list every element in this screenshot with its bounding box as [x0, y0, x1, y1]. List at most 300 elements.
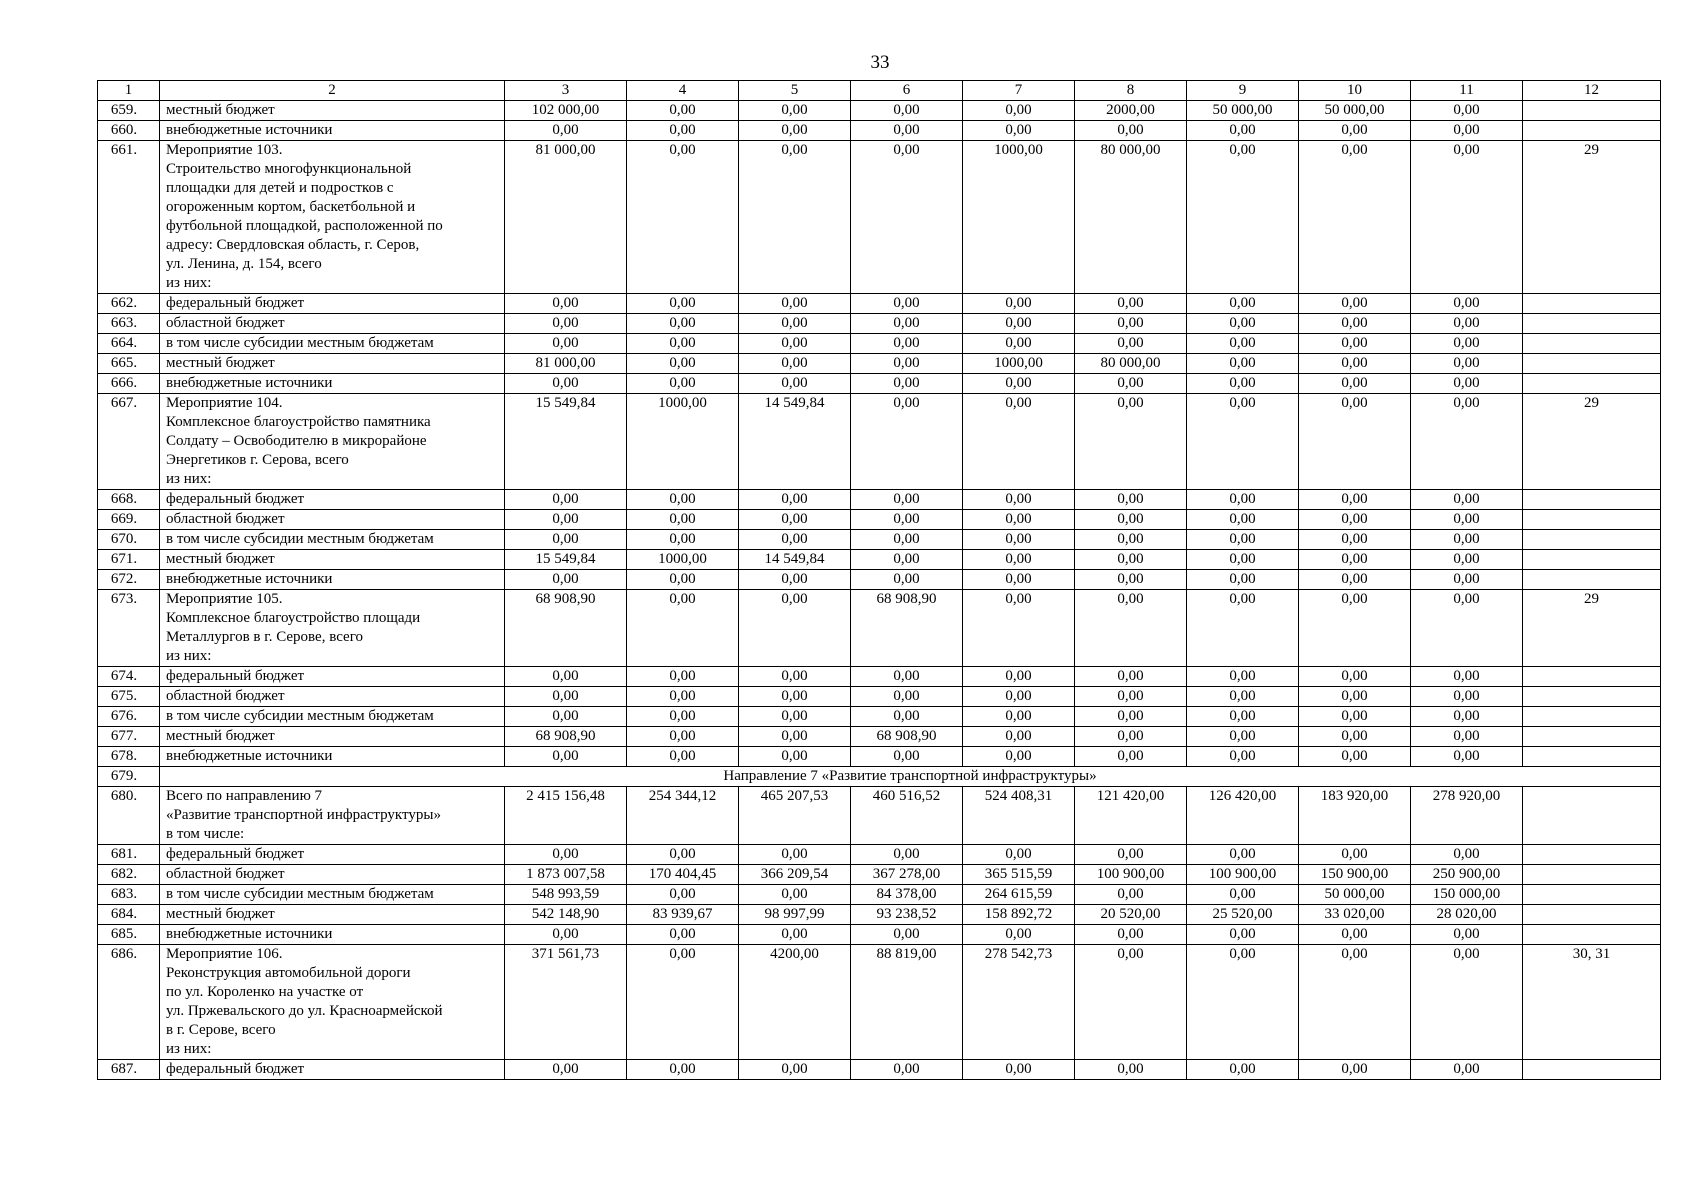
- amount-cell: 170 404,45: [627, 865, 739, 885]
- amount-cell: 0,00: [1411, 727, 1523, 747]
- amount-cell: 0,00: [1299, 314, 1411, 334]
- amount-cell: 0,00: [739, 314, 851, 334]
- amount-cell: 0,00: [505, 294, 627, 314]
- amount-cell: 0,00: [963, 394, 1075, 490]
- amount-cell: 0,00: [851, 667, 963, 687]
- amount-cell: 0,00: [627, 747, 739, 767]
- amount-cell: 0,00: [627, 925, 739, 945]
- amount-cell: 0,00: [1299, 570, 1411, 590]
- amount-cell: 1000,00: [627, 394, 739, 490]
- amount-cell: 83 939,67: [627, 905, 739, 925]
- amount-cell: 0,00: [1411, 550, 1523, 570]
- row-number: 662.: [98, 294, 160, 314]
- reference-cell: [1523, 490, 1661, 510]
- amount-cell: 0,00: [627, 687, 739, 707]
- amount-cell: 0,00: [505, 707, 627, 727]
- table-row: [98, 925, 1661, 945]
- row-name-line: Строительство многофункциональной: [166, 161, 412, 177]
- row-name: [160, 141, 505, 294]
- row-name-line: Реконструкция автомобильной дороги: [166, 965, 411, 981]
- amount-cell: 93 238,52: [851, 905, 963, 925]
- amount-cell: 0,00: [1411, 687, 1523, 707]
- amount-cell: 0,00: [1299, 945, 1411, 1060]
- table-row: [98, 141, 1661, 294]
- amount-cell: 0,00: [1075, 394, 1187, 490]
- amount-cell: 0,00: [1411, 374, 1523, 394]
- amount-cell: 0,00: [963, 314, 1075, 334]
- row-name: [160, 570, 505, 590]
- amount-cell: 0,00: [1299, 490, 1411, 510]
- row-name: [160, 945, 505, 1060]
- amount-cell: 0,00: [963, 490, 1075, 510]
- amount-cell: 81 000,00: [505, 354, 627, 374]
- reference-cell: [1523, 374, 1661, 394]
- amount-cell: 0,00: [627, 1060, 739, 1080]
- amount-cell: 0,00: [851, 747, 963, 767]
- row-name-line: из них:: [166, 275, 212, 291]
- row-number: 665.: [98, 354, 160, 374]
- amount-cell: 0,00: [1075, 530, 1187, 550]
- amount-cell: 0,00: [851, 530, 963, 550]
- row-number: 679.: [98, 767, 160, 787]
- amount-cell: 0,00: [1299, 590, 1411, 667]
- amount-cell: 0,00: [1299, 510, 1411, 530]
- amount-cell: 0,00: [739, 727, 851, 747]
- row-number: 684.: [98, 905, 160, 925]
- amount-cell: 0,00: [1075, 294, 1187, 314]
- column-number: 6: [851, 81, 963, 101]
- row-name-line: федеральный бюджет: [166, 491, 305, 507]
- amount-cell: 33 020,00: [1299, 905, 1411, 925]
- amount-cell: 102 000,00: [505, 101, 627, 121]
- amount-cell: 0,00: [1187, 121, 1299, 141]
- row-name-line: в том числе:: [166, 826, 245, 842]
- amount-cell: 0,00: [963, 550, 1075, 570]
- row-number: 661.: [98, 141, 160, 294]
- reference-cell: [1523, 1060, 1661, 1080]
- amount-cell: 0,00: [739, 590, 851, 667]
- amount-cell: 0,00: [1299, 925, 1411, 945]
- reference-cell: [1523, 101, 1661, 121]
- row-number: 673.: [98, 590, 160, 667]
- amount-cell: 0,00: [851, 394, 963, 490]
- amount-cell: 88 819,00: [851, 945, 963, 1060]
- reference-cell: [1523, 787, 1661, 845]
- table-row: [98, 314, 1661, 334]
- amount-cell: 0,00: [505, 121, 627, 141]
- reference-cell: [1523, 510, 1661, 530]
- amount-cell: 0,00: [1187, 394, 1299, 490]
- amount-cell: 0,00: [627, 510, 739, 530]
- row-name-line: федеральный бюджет: [166, 846, 305, 862]
- reference-cell: [1523, 121, 1661, 141]
- row-name-line: местный бюджет: [166, 355, 275, 371]
- row-number: 683.: [98, 885, 160, 905]
- table-row: [98, 570, 1661, 590]
- table-row: [98, 885, 1661, 905]
- amount-cell: 0,00: [963, 667, 1075, 687]
- row-name-line: областной бюджет: [166, 688, 285, 704]
- reference-cell: [1523, 354, 1661, 374]
- amount-cell: 126 420,00: [1187, 787, 1299, 845]
- row-name: [160, 1060, 505, 1080]
- amount-cell: 366 209,54: [739, 865, 851, 885]
- row-name: [160, 314, 505, 334]
- table-row: [98, 727, 1661, 747]
- amount-cell: 0,00: [851, 374, 963, 394]
- amount-cell: 0,00: [739, 294, 851, 314]
- row-name-line: по ул. Короленко на участке от: [166, 984, 364, 1000]
- amount-cell: 0,00: [1299, 747, 1411, 767]
- amount-cell: 0,00: [1187, 1060, 1299, 1080]
- amount-cell: 0,00: [739, 707, 851, 727]
- amount-cell: 1000,00: [963, 354, 1075, 374]
- amount-cell: 0,00: [1075, 747, 1187, 767]
- amount-cell: 0,00: [1299, 530, 1411, 550]
- row-name-line: в том числе субсидии местным бюджетам: [166, 886, 434, 902]
- row-name-line: Мероприятие 106.: [166, 946, 283, 962]
- row-name-line: из них:: [166, 471, 212, 487]
- reference-cell: [1523, 550, 1661, 570]
- amount-cell: 0,00: [1075, 885, 1187, 905]
- row-name-line: в г. Серове, всего: [166, 1022, 276, 1038]
- amount-cell: 81 000,00: [505, 141, 627, 294]
- amount-cell: 0,00: [1299, 354, 1411, 374]
- amount-cell: 0,00: [1299, 374, 1411, 394]
- amount-cell: 0,00: [1075, 490, 1187, 510]
- amount-cell: 0,00: [1187, 354, 1299, 374]
- amount-cell: 0,00: [1075, 590, 1187, 667]
- amount-cell: 0,00: [1075, 121, 1187, 141]
- amount-cell: 98 997,99: [739, 905, 851, 925]
- row-number: 671.: [98, 550, 160, 570]
- amount-cell: 80 000,00: [1075, 354, 1187, 374]
- amount-cell: 0,00: [627, 334, 739, 354]
- amount-cell: 0,00: [851, 121, 963, 141]
- row-name: [160, 121, 505, 141]
- amount-cell: 0,00: [1411, 747, 1523, 767]
- amount-cell: 0,00: [1299, 334, 1411, 354]
- amount-cell: 150 900,00: [1299, 865, 1411, 885]
- amount-cell: 0,00: [1411, 354, 1523, 374]
- amount-cell: 0,00: [1411, 925, 1523, 945]
- row-name: [160, 294, 505, 314]
- amount-cell: 50 000,00: [1299, 101, 1411, 121]
- row-name-line: местный бюджет: [166, 906, 275, 922]
- row-number: 664.: [98, 334, 160, 354]
- amount-cell: 0,00: [851, 845, 963, 865]
- amount-cell: 28 020,00: [1411, 905, 1523, 925]
- amount-cell: 0,00: [851, 510, 963, 530]
- section-row: [98, 767, 1661, 787]
- amount-cell: 0,00: [963, 845, 1075, 865]
- column-number: 9: [1187, 81, 1299, 101]
- amount-cell: 0,00: [1075, 334, 1187, 354]
- amount-cell: 0,00: [1187, 667, 1299, 687]
- row-name-line: Солдату – Освободителю в микрорайоне: [166, 433, 427, 449]
- reference-cell: 29: [1523, 394, 1661, 490]
- row-name-line: в том числе субсидии местным бюджетам: [166, 708, 434, 724]
- column-number: 10: [1299, 81, 1411, 101]
- row-number: 682.: [98, 865, 160, 885]
- amount-cell: 278 542,73: [963, 945, 1075, 1060]
- amount-cell: 68 908,90: [505, 727, 627, 747]
- amount-cell: 0,00: [963, 727, 1075, 747]
- amount-cell: 0,00: [1411, 121, 1523, 141]
- reference-cell: [1523, 294, 1661, 314]
- table-row: [98, 787, 1661, 845]
- section-title: Направление 7 «Развитие транспортной инфраструктуры»: [160, 767, 1661, 787]
- row-number: 675.: [98, 687, 160, 707]
- amount-cell: 0,00: [1187, 141, 1299, 294]
- amount-cell: 68 908,90: [505, 590, 627, 667]
- amount-cell: 0,00: [1187, 570, 1299, 590]
- row-name: [160, 530, 505, 550]
- table-row: [98, 1060, 1661, 1080]
- row-name-line: областной бюджет: [166, 866, 285, 882]
- row-name: [160, 667, 505, 687]
- row-number: 667.: [98, 394, 160, 490]
- amount-cell: 524 408,31: [963, 787, 1075, 845]
- amount-cell: 0,00: [739, 530, 851, 550]
- row-name-line: Мероприятие 104.: [166, 395, 283, 411]
- table-row: [98, 865, 1661, 885]
- amount-cell: 0,00: [1075, 550, 1187, 570]
- amount-cell: 0,00: [1075, 570, 1187, 590]
- row-name-line: ул. Ленина, д. 154, всего: [166, 256, 322, 272]
- amount-cell: 0,00: [1187, 334, 1299, 354]
- amount-cell: 0,00: [1187, 590, 1299, 667]
- row-number: 680.: [98, 787, 160, 845]
- amount-cell: 0,00: [963, 570, 1075, 590]
- amount-cell: 0,00: [505, 1060, 627, 1080]
- amount-cell: 0,00: [505, 490, 627, 510]
- row-name-line: внебюджетные источники: [166, 748, 333, 764]
- amount-cell: 0,00: [1411, 510, 1523, 530]
- amount-cell: 0,00: [1187, 550, 1299, 570]
- amount-cell: 0,00: [739, 101, 851, 121]
- amount-cell: 0,00: [851, 314, 963, 334]
- column-number: 12: [1523, 81, 1661, 101]
- amount-cell: 0,00: [1075, 845, 1187, 865]
- row-number: 674.: [98, 667, 160, 687]
- amount-cell: 0,00: [1411, 294, 1523, 314]
- reference-cell: [1523, 865, 1661, 885]
- amount-cell: 0,00: [963, 374, 1075, 394]
- reference-cell: [1523, 570, 1661, 590]
- amount-cell: 150 000,00: [1411, 885, 1523, 905]
- row-name-line: из них:: [166, 648, 212, 664]
- table-row: [98, 687, 1661, 707]
- amount-cell: 84 378,00: [851, 885, 963, 905]
- amount-cell: 0,00: [739, 334, 851, 354]
- amount-cell: 0,00: [1187, 530, 1299, 550]
- amount-cell: 542 148,90: [505, 905, 627, 925]
- amount-cell: 0,00: [627, 530, 739, 550]
- row-name-line: огороженным кортом, баскетбольной и: [166, 199, 416, 215]
- row-name: [160, 374, 505, 394]
- row-number: 686.: [98, 945, 160, 1060]
- amount-cell: 0,00: [1187, 510, 1299, 530]
- row-name-line: «Развитие транспортной инфраструктуры»: [166, 807, 441, 823]
- amount-cell: 0,00: [1187, 885, 1299, 905]
- amount-cell: 14 549,84: [739, 394, 851, 490]
- amount-cell: 0,00: [1187, 925, 1299, 945]
- amount-cell: 0,00: [963, 530, 1075, 550]
- amount-cell: 0,00: [1299, 141, 1411, 294]
- amount-cell: 0,00: [739, 667, 851, 687]
- row-name-line: внебюджетные источники: [166, 571, 333, 587]
- table-row: [98, 667, 1661, 687]
- reference-cell: [1523, 885, 1661, 905]
- amount-cell: 0,00: [851, 707, 963, 727]
- amount-cell: 0,00: [1411, 101, 1523, 121]
- row-name: [160, 787, 505, 845]
- amount-cell: 0,00: [851, 141, 963, 294]
- amount-cell: 0,00: [1411, 334, 1523, 354]
- amount-cell: 20 520,00: [1075, 905, 1187, 925]
- amount-cell: 25 520,00: [1187, 905, 1299, 925]
- amount-cell: 2 415 156,48: [505, 787, 627, 845]
- amount-cell: 0,00: [1299, 394, 1411, 490]
- row-name-line: областной бюджет: [166, 511, 285, 527]
- amount-cell: 0,00: [963, 294, 1075, 314]
- amount-cell: 0,00: [1075, 945, 1187, 1060]
- amount-cell: 0,00: [1299, 845, 1411, 865]
- amount-cell: 0,00: [627, 314, 739, 334]
- row-name-line: местный бюджет: [166, 728, 275, 744]
- row-name: [160, 707, 505, 727]
- table-row: [98, 374, 1661, 394]
- amount-cell: 0,00: [1299, 121, 1411, 141]
- row-name-line: Энергетиков г. Серова, всего: [166, 452, 349, 468]
- amount-cell: 365 515,59: [963, 865, 1075, 885]
- row-name: [160, 334, 505, 354]
- amount-cell: 0,00: [627, 570, 739, 590]
- amount-cell: 0,00: [851, 687, 963, 707]
- amount-cell: 0,00: [739, 925, 851, 945]
- row-name: [160, 354, 505, 374]
- amount-cell: 0,00: [1411, 845, 1523, 865]
- column-number: 7: [963, 81, 1075, 101]
- row-name-line: федеральный бюджет: [166, 668, 305, 684]
- amount-cell: 0,00: [851, 334, 963, 354]
- amount-cell: 0,00: [963, 925, 1075, 945]
- amount-cell: 100 900,00: [1187, 865, 1299, 885]
- amount-cell: 0,00: [851, 354, 963, 374]
- table-row: [98, 845, 1661, 865]
- amount-cell: 0,00: [1187, 945, 1299, 1060]
- amount-cell: 80 000,00: [1075, 141, 1187, 294]
- amount-cell: 0,00: [851, 550, 963, 570]
- reference-cell: [1523, 845, 1661, 865]
- amount-cell: 0,00: [739, 490, 851, 510]
- amount-cell: 15 549,84: [505, 394, 627, 490]
- amount-cell: 0,00: [627, 885, 739, 905]
- row-number: 659.: [98, 101, 160, 121]
- amount-cell: 0,00: [851, 101, 963, 121]
- amount-cell: 0,00: [1075, 667, 1187, 687]
- amount-cell: 183 920,00: [1299, 787, 1411, 845]
- amount-cell: 0,00: [1075, 687, 1187, 707]
- row-name-line: федеральный бюджет: [166, 295, 305, 311]
- row-name: [160, 747, 505, 767]
- row-name: [160, 510, 505, 530]
- table-row: [98, 945, 1661, 1060]
- amount-cell: 0,00: [1187, 314, 1299, 334]
- reference-cell: 29: [1523, 141, 1661, 294]
- row-number: 666.: [98, 374, 160, 394]
- amount-cell: 0,00: [1075, 707, 1187, 727]
- amount-cell: 0,00: [1075, 727, 1187, 747]
- row-name-line: Металлургов в г. Серове, всего: [166, 629, 363, 645]
- row-name: [160, 490, 505, 510]
- amount-cell: 0,00: [1299, 687, 1411, 707]
- amount-cell: 158 892,72: [963, 905, 1075, 925]
- amount-cell: 0,00: [739, 1060, 851, 1080]
- amount-cell: 0,00: [1187, 747, 1299, 767]
- row-number: 672.: [98, 570, 160, 590]
- reference-cell: [1523, 530, 1661, 550]
- amount-cell: 0,00: [1411, 570, 1523, 590]
- column-number: 4: [627, 81, 739, 101]
- amount-cell: 0,00: [1411, 667, 1523, 687]
- amount-cell: 0,00: [1187, 294, 1299, 314]
- row-name-line: федеральный бюджет: [166, 1061, 305, 1077]
- amount-cell: 0,00: [627, 667, 739, 687]
- table-row: [98, 530, 1661, 550]
- amount-cell: 0,00: [851, 490, 963, 510]
- amount-cell: 68 908,90: [851, 727, 963, 747]
- amount-cell: 0,00: [963, 747, 1075, 767]
- row-number: 663.: [98, 314, 160, 334]
- table-row: [98, 747, 1661, 767]
- amount-cell: 0,00: [1411, 590, 1523, 667]
- amount-cell: 0,00: [739, 845, 851, 865]
- amount-cell: 0,00: [627, 727, 739, 747]
- amount-cell: 1000,00: [963, 141, 1075, 294]
- amount-cell: 254 344,12: [627, 787, 739, 845]
- amount-cell: 0,00: [627, 354, 739, 374]
- amount-cell: 0,00: [1411, 530, 1523, 550]
- row-name-line: из них:: [166, 1041, 212, 1057]
- amount-cell: 0,00: [1075, 510, 1187, 530]
- budget-table: [97, 80, 1661, 1080]
- amount-cell: 121 420,00: [1075, 787, 1187, 845]
- amount-cell: 0,00: [1411, 141, 1523, 294]
- amount-cell: 0,00: [851, 570, 963, 590]
- amount-cell: 0,00: [1411, 1060, 1523, 1080]
- row-name: [160, 550, 505, 570]
- reference-cell: [1523, 687, 1661, 707]
- amount-cell: 250 900,00: [1411, 865, 1523, 885]
- amount-cell: 0,00: [739, 687, 851, 707]
- row-name-line: Всего по направлению 7: [166, 788, 323, 804]
- row-name: [160, 865, 505, 885]
- amount-cell: 68 908,90: [851, 590, 963, 667]
- table-row: [98, 334, 1661, 354]
- row-number: 681.: [98, 845, 160, 865]
- amount-cell: 278 920,00: [1411, 787, 1523, 845]
- amount-cell: 0,00: [1187, 490, 1299, 510]
- amount-cell: 0,00: [739, 747, 851, 767]
- row-number: 687.: [98, 1060, 160, 1080]
- amount-cell: 50 000,00: [1299, 885, 1411, 905]
- amount-cell: 0,00: [1299, 1060, 1411, 1080]
- column-number: 11: [1411, 81, 1523, 101]
- row-name: [160, 101, 505, 121]
- row-name: [160, 394, 505, 490]
